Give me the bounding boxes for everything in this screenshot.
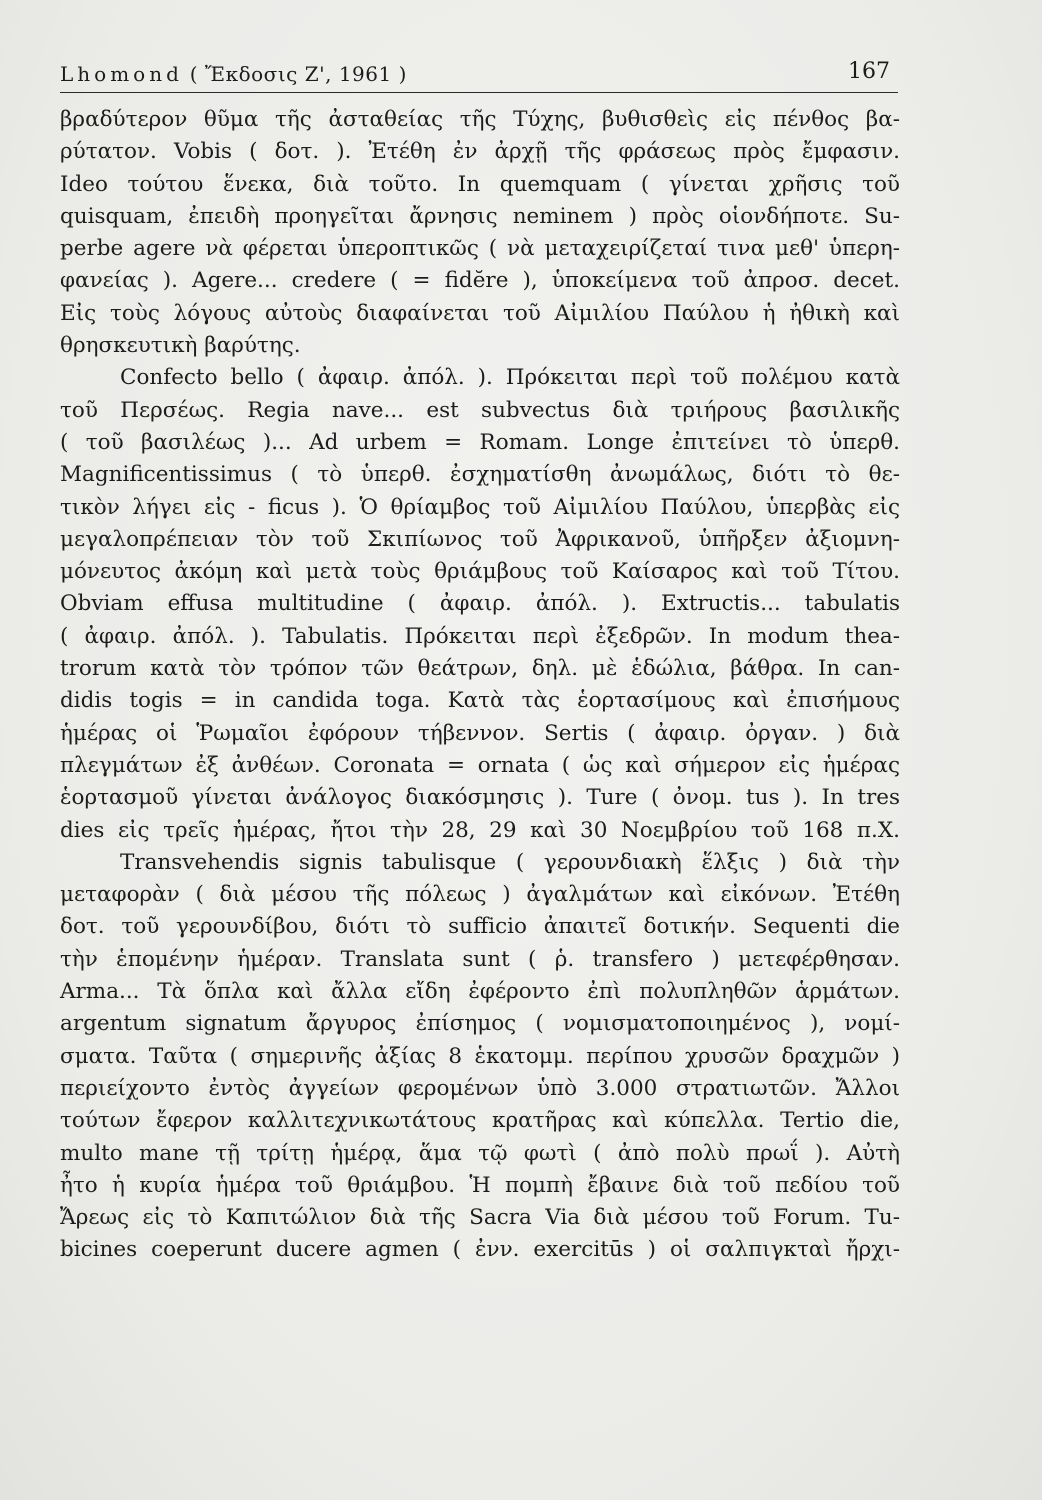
text-line: argentum signatum ἄργυρος ἐπίσημος ( νομισματοποιημένος ), νομί- xyxy=(60,1011,900,1037)
text-line: Ἄρεως εἰς τὸ Καπιτώλιον διὰ τῆς Sacra Via διὰ μέσου τοῦ Forum. Tu- xyxy=(60,1205,900,1231)
text-line: ἑορτασμοῦ γίνεται ἀνάλογος διακόσμησις ). Ture ( ὀνομ. tus ). In tres xyxy=(60,785,900,811)
text-line: Ideo τούτου ἕνεκα, διὰ τοῦτο. In quemquam ( γίνεται χρῆσις τοῦ xyxy=(60,171,900,197)
header-author: Lhomond xyxy=(60,62,183,86)
text-line: Magnificentissimus ( τὸ ὑπερθ. ἐσχηματίσθη ἀνωμάλως, διότι τὸ θε- xyxy=(60,462,900,488)
header-title xyxy=(60,62,407,86)
text-line: Transvehendis signis tabulisque ( γερουνδιακὴ ἕλξις ) διὰ τὴν xyxy=(120,849,900,875)
text-line: τούτων ἔφερον καλλιτεχνικωτάτους κρατῆρας καὶ κύπελλα. Tertio die, xyxy=(60,1108,900,1134)
commentary-text xyxy=(60,104,900,1267)
text-line: μεταφορὰν ( διὰ μέσου τῆς πόλεως ) ἀγαλμάτων καὶ εἰκόνων. Ἐτέθη xyxy=(60,882,900,908)
text-line: τοῦ Περσέως. Regia nave... est subvectus διὰ τριήρους βασιλικῆς xyxy=(60,397,900,423)
text-line: Εἰς τοὺς λόγους αὐτοὺς διαφαίνεται τοῦ Αἰμιλίου Παύλου ἡ ἠθικὴ καὶ xyxy=(60,300,900,326)
text-line: μόνευτος ἀκόμη καὶ μετὰ τοὺς θριάμβους τοῦ Καίσαρος καὶ τοῦ Τίτου. xyxy=(60,559,900,585)
text-line: τὴν ἑπομένην ἡμέραν. Translata sunt ( ῥ. transfero ) μετεφέρθησαν. xyxy=(60,946,900,972)
text-line: τικὸν λήγει εἰς - ficus ). Ὁ θρίαμβος τοῦ Αἰμιλίου Παύλου, ὑπερβὰς εἰς xyxy=(60,494,900,520)
text-line: quisquam, ἐπειδὴ προηγεῖται ἄρνησις neminem ) πρὸς οἱονδήποτε. Su- xyxy=(60,203,900,229)
text-line: trorum κατὰ τὸν τρόπον τῶν θεάτρων, δηλ. μὲ ἑδώλια, βάθρα. In can- xyxy=(60,656,900,682)
text-line: ρύτατον. Vobis ( δοτ. ). Ἐτέθη ἐν ἀρχῇ τῆς φράσεως πρὸς ἔμφασιν. xyxy=(60,139,900,165)
text-line: δοτ. τοῦ γερουνδίβου, διότι τὸ sufficio ἀπαιτεῖ δοτικήν. Sequenti die xyxy=(60,914,900,940)
text-line: bicines coeperunt ducere agmen ( ἐνν. exercitūs ) οἱ σαλπιγκταὶ ἤρχι- xyxy=(60,1237,900,1263)
text-line: πλεγμάτων ἐξ ἀνθέων. Coronata = ornata ( ὡς καὶ σήμερον εἰς ἡμέρας xyxy=(60,752,900,778)
text-line: ( ἀφαιρ. ἀπόλ. ). Tabulatis. Πρόκειται περὶ ἐξεδρῶν. In modum thea- xyxy=(60,623,900,649)
text-line: ἡμέρας οἱ Ῥωμαῖοι ἐφόρουν τήβεννον. Sertis ( ἀφαιρ. ὀργαν. ) διὰ xyxy=(60,720,900,746)
text-line: περιείχοντο ἐντὸς ἀγγείων φερομένων ὑπὸ 3.000 στρατιωτῶν. Ἄλλοι xyxy=(60,1075,900,1101)
text-line: Obviam effusa multitudine ( ἀφαιρ. ἀπόλ. ). Extructis... tabulatis xyxy=(60,591,900,617)
text-line: perbe agere νὰ φέρεται ὑπεροπτικῶς ( νὰ μεταχειρίζεταί τινα μεθ' ὑπερη- xyxy=(60,236,900,262)
text-line: θρησκευτικὴ βαρύτης. xyxy=(60,333,301,359)
running-header xyxy=(60,52,898,93)
text-line: ( τοῦ βασιλέως )... Ad urbem = Romam. Longe ἐπιτείνει τὸ ὑπερθ. xyxy=(60,429,900,455)
text-line: dies εἰς τρεῖς ἡμέρας, ἤτοι τὴν 28, 29 καὶ 30 Νοεμβρίου τοῦ 168 π.Χ. xyxy=(60,817,900,843)
page-number: 167 xyxy=(848,59,890,84)
text-line: μεγαλοπρέπειαν τὸν τοῦ Σκιπίωνος τοῦ Ἀφρικανοῦ, ὑπῆρξεν ἀξιομνη- xyxy=(60,526,900,552)
text-line: ἦτο ἡ κυρία ἡμέρα τοῦ θριάμβου. Ἡ πομπὴ ἔβαινε διὰ τοῦ πεδίου τοῦ xyxy=(60,1172,900,1198)
text-line: didis togis = in candida toga. Κατὰ τὰς ἑορτασίμους καὶ ἐπισήμους xyxy=(60,688,900,714)
text-line: multo mane τῇ τρίτῃ ἡμέρᾳ, ἅμα τῷ φωτὶ ( ἀπὸ πολὺ πρωΐ ). Αὐτὴ xyxy=(60,1140,900,1166)
header-edition: ( Ἔκδοσις Ζ', 1961 ) xyxy=(182,62,407,86)
text-line: Confecto bello ( ἀφαιρ. ἀπόλ. ). Πρόκειται περὶ τοῦ πολέμου κατὰ xyxy=(120,365,900,391)
text-line: βραδύτερον θῦμα τῆς ἀσταθείας τῆς Τύχης, βυθισθεὶς εἰς πένθος βα- xyxy=(60,107,900,132)
text-line: Arma... Τὰ ὅπλα καὶ ἄλλα εἴδη ἐφέροντο ἐπὶ πολυπληθῶν ἁρμάτων. xyxy=(60,979,900,1005)
text-line: φανείας ). Agere... credere ( = fidĕre ), ὑποκείμενα τοῦ ἀπροσ. decet. xyxy=(60,268,900,294)
text-line: σματα. Ταῦτα ( σημερινῆς ἀξίας 8 ἑκατομμ. περίπου χρυσῶν δραχμῶν ) xyxy=(60,1043,900,1069)
